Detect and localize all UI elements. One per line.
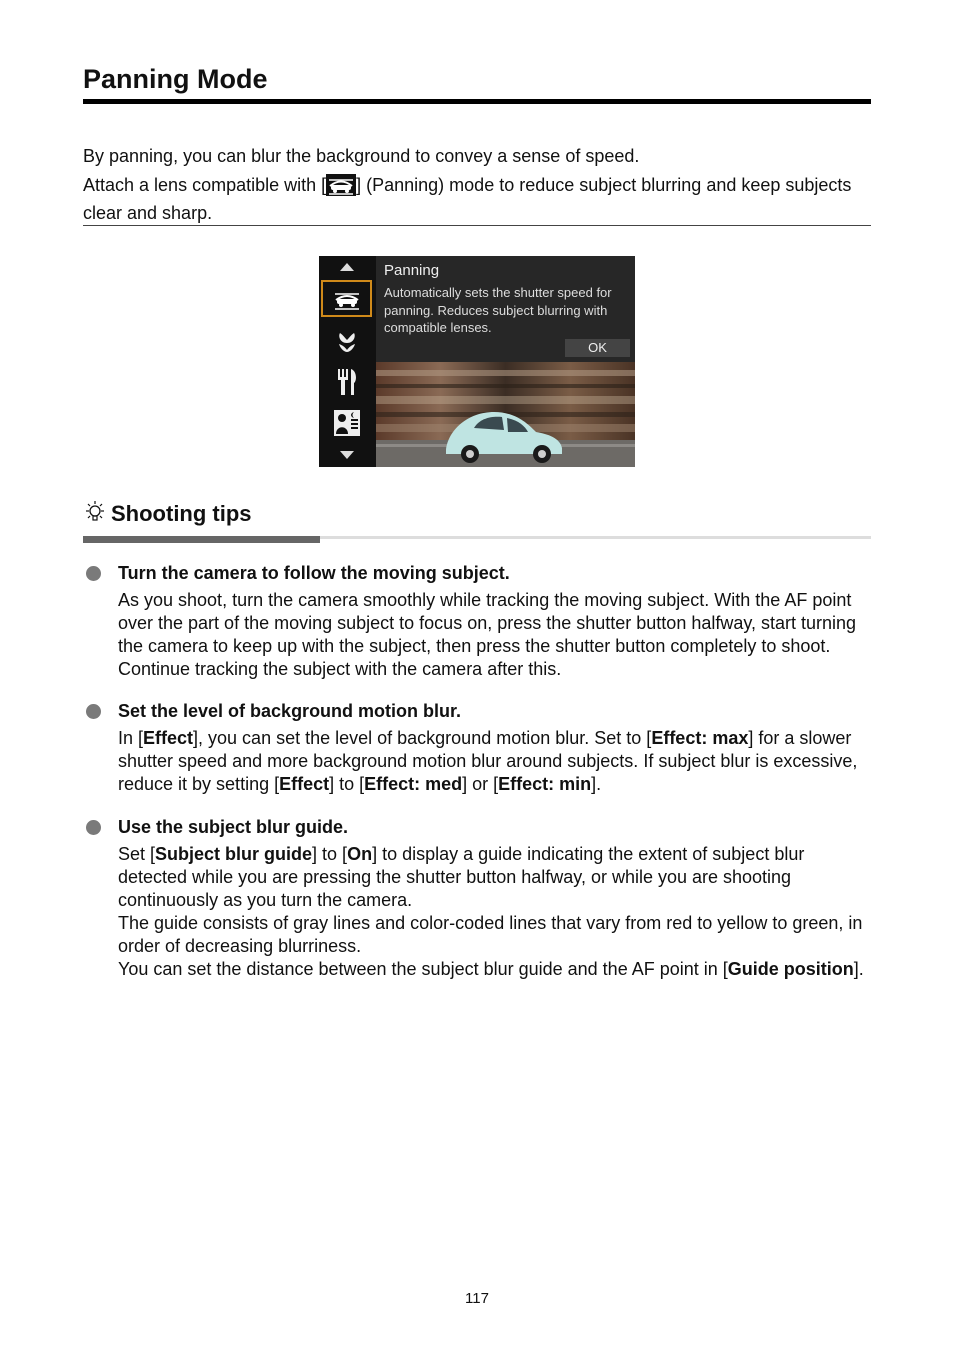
intro-line-1: By panning, you can blur the background to convey a sense of speed.: [83, 146, 640, 166]
bullet-icon: [86, 566, 101, 581]
tip-heading: Set the level of background motion blur.: [118, 701, 462, 721]
camera-screen: [319, 256, 635, 467]
ok-button[interactable]: OK: [565, 339, 630, 357]
up-arrow-icon: [340, 263, 354, 271]
intro-text: [83, 145, 871, 225]
panning-sample-photo: [376, 362, 635, 467]
food-icon: [336, 369, 358, 395]
tips-underline-dark: [83, 536, 320, 543]
section-divider: [83, 225, 871, 226]
tip-body: As you shoot, turn the camera smoothly while tracking the moving subject. With the AF point over the part of the moving subject to focus on, press the shutter button halfway, start turning the camera to keep up with the subject, then press the shutter button completely to shoot. Continue tracking the subject with the camera after this.: [118, 590, 857, 679]
down-arrow-icon: [340, 451, 354, 459]
tip-body: In [Effect], you can set the level of background motion blur. Set to [Effect: max] for a slower shutter speed and more background motion blur around subjects. If subject blur is excessive, reduce it by setting [Effect] to [Effect: med] or [Effect: min].: [118, 728, 858, 794]
lightbulb-icon: [83, 500, 107, 524]
night-portrait-icon: [334, 410, 360, 436]
page-number: 117: [465, 1290, 489, 1307]
intro-line-2: Attach a lens compatible with [ ] (Panning) mode to reduce subject blurring and keep subjects clear and sharp.: [83, 175, 852, 223]
tip-body: Set [Subject blur guide] to [On] to display a guide indicating the extent of subject blur detected while you are pressing the shutter button halfway, or while you are shooting continuously as you turn the camera. The guide consists of gray lines and color-coded lines that vary from red to yellow to green, in order of decreasing blurriness. You can set the distance between the subject blur guide and the AF point in [Guide position].: [118, 844, 864, 979]
scene-menu-column: [319, 256, 376, 467]
mode-title: Panning: [384, 262, 440, 279]
tip-heading: Use the subject blur guide.: [118, 817, 349, 837]
panning-mode-icon: [326, 174, 356, 202]
mode-description: Automatically sets the shutter speed for panning. Reduces subject blurring with compatible lenses.: [384, 285, 612, 335]
closeup-flower-icon: [335, 330, 359, 354]
tips-underline-light: [320, 536, 871, 539]
mode-info-panel: [376, 256, 635, 362]
page-title: Panning Mode: [83, 60, 871, 104]
bullet-icon: [86, 704, 101, 719]
shooting-tips-heading: Shooting tips: [83, 498, 252, 530]
bullet-icon: [86, 820, 101, 835]
panning-mode-icon: [332, 289, 362, 311]
tip-heading: Turn the camera to follow the moving subject.: [118, 563, 510, 583]
